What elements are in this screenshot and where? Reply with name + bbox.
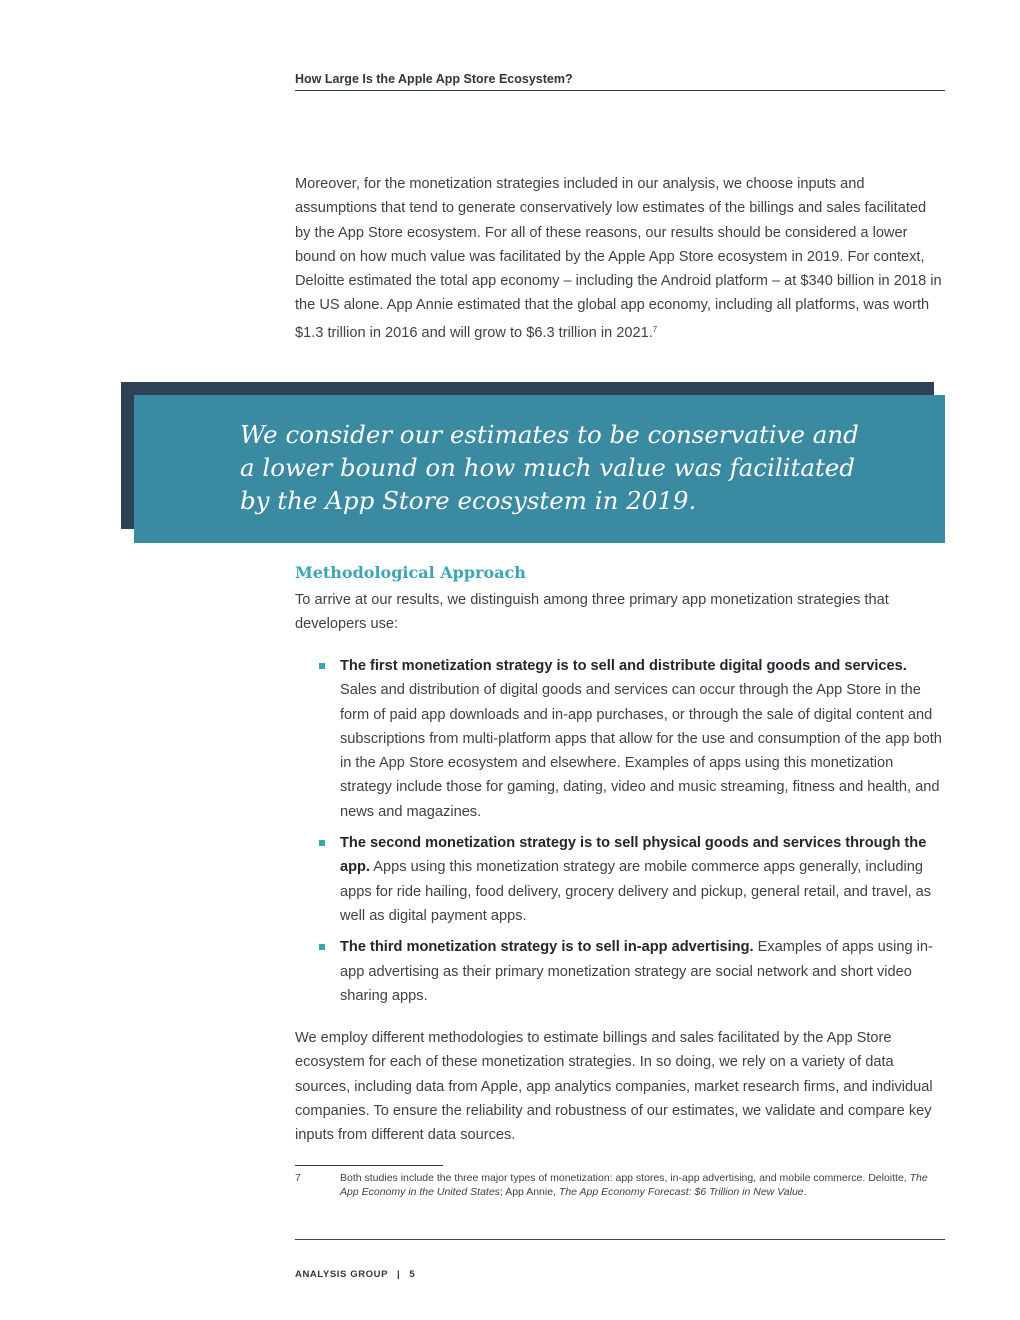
bullet-text: Examples of apps using in-app advertising as their primary monetization strategy are social network and short video sharing apps. xyxy=(340,939,933,1004)
footnote-title-deloitte: The App Economy in the United States xyxy=(340,1172,928,1198)
footnote-ref[interactable]: 7 xyxy=(652,324,658,334)
footer-org: ANALYSIS GROUP xyxy=(295,1269,389,1280)
footnote-title-app-annie: The App Economy Forecast: $6 Trillion in New Value xyxy=(558,1185,804,1198)
footnote xyxy=(295,1172,945,1199)
list-item xyxy=(295,654,945,824)
section-intro-paragraph: To arrive at our results, we distinguish among three primary app monetization strategies that developers use: xyxy=(295,592,889,633)
pull-quote-line-1: We consider our estimates to be conservative and xyxy=(240,420,859,449)
section-heading: Methodological Approach xyxy=(295,563,526,582)
footer-divider xyxy=(295,1239,945,1240)
strategy-list xyxy=(295,654,945,1015)
page-number: 5 xyxy=(409,1269,416,1280)
closing-paragraph: We employ different methodologies to estimate billings and sales facilitated by the App Store ecosystem for each of these monetization strategies. In so doing, we rely on a variety of data sources, including data from Apple, app analytics companies, market research firms, and individual companies. To ensure the reliability and robustness of our estimates, we validate and compare key inputs from different data sources. xyxy=(295,1030,933,1144)
intro-paragraph xyxy=(295,172,945,345)
bullet-square-icon xyxy=(319,840,325,846)
bullet-square-icon xyxy=(319,663,325,669)
footnote-text-part: ; App Annie, xyxy=(499,1185,559,1198)
pull-quote-box xyxy=(134,395,945,543)
bullet-text: Apps using this monetization strategy are mobile commerce apps generally, including apps for ride hailing, food delivery, grocery delivery and pickup, general retail, and travel, as well as digital payment apps. xyxy=(340,859,932,924)
bullet-lead: The third monetization strategy is to sell in-app advertising. xyxy=(340,939,754,956)
pull-quote-line-3: by the App Store ecosystem in 2019. xyxy=(240,486,697,515)
footnote-number: 7 xyxy=(295,1172,301,1184)
pull-quote-line-2: a lower bound on how much value was facilitated xyxy=(240,453,855,482)
footnote-text-part: Both studies include the three major types of monetization: app stores, in-app advertising, and mobile commerce. Deloitte, xyxy=(340,1172,910,1184)
footer-separator: | xyxy=(397,1269,401,1280)
running-header: How Large Is the Apple App Store Ecosystem? xyxy=(295,72,945,91)
footnote-divider xyxy=(295,1165,443,1166)
footnote-text-part: . xyxy=(803,1185,807,1198)
bullet-lead: The second monetization strategy is to sell physical goods and services through the app. xyxy=(340,835,927,876)
pull-quote-text xyxy=(240,418,890,517)
bullet-lead: The first monetization strategy is to sell and distribute digital goods and services. xyxy=(340,658,907,674)
list-item xyxy=(295,831,945,928)
intro-text: Moreover, for the monetization strategies included in our analysis, we choose inputs and assumptions that tend to generate conservatively low estimates of the billings and sales facilitated by the App Store ecosystem. For all of these reasons, our results should be considered a lower bound on how much value was facilitated by the Apple App Store ecosystem in 2019. For context, Deloitte estimated the total app economy – including the Android platform – at $340 billion in 2018 in the US alone. App Annie estimated that the global app economy, including all platforms, was worth $1.3 trillion in 2016 and will grow to $6.3 trillion in 2021. xyxy=(295,176,942,341)
bullet-text: Sales and distribution of digital goods and services can occur through the App Store in the form of paid app downloads and in-app purchases, or through the sale of digital content and subscriptions from multi-platform apps that allow for the use and consumption of the app both in the App Store ecosystem and elsewhere. Examples of apps using this monetization strategy include those for gaming, dating, video and music streaming, fitness and health, and news and magazines. xyxy=(340,682,942,820)
footnote-text xyxy=(340,1172,945,1199)
bullet-square-icon xyxy=(319,944,325,950)
page-footer xyxy=(295,1269,415,1280)
list-item xyxy=(295,935,945,1008)
